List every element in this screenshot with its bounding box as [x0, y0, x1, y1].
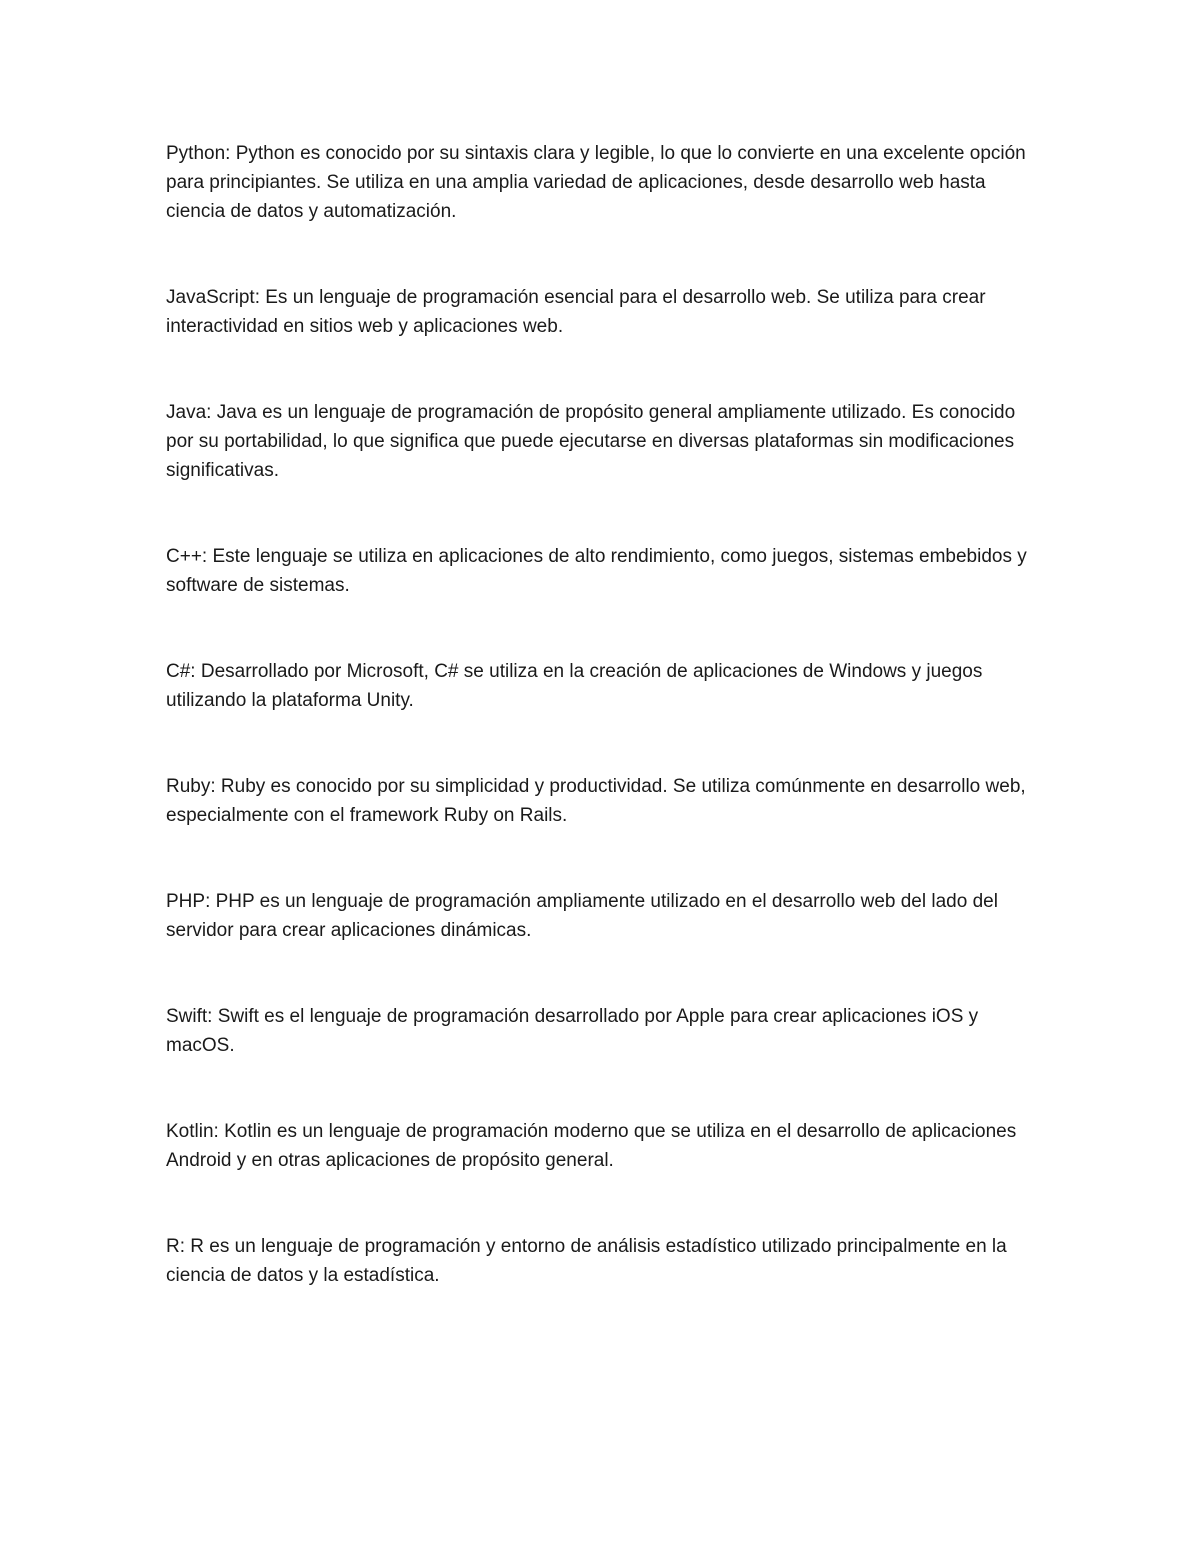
paragraph-cpp: C++: Este lenguaje se utiliza en aplicaciones de alto rendimiento, como juegos, sistemas embebidos y software de sistemas.	[166, 546, 1027, 596]
paragraph-csharp: C#: Desarrollado por Microsoft, C# se utiliza en la creación de aplicaciones de Windows y juegos utilizando la plataforma Unity.	[166, 661, 983, 711]
paragraph-javascript: JavaScript: Es un lenguaje de programación esencial para el desarrollo web. Se utiliza para crear interactividad en sitios web y aplicaciones web.	[166, 287, 986, 337]
paragraph-ruby: Ruby: Ruby es conocido por su simplicidad y productividad. Se utiliza comúnmente en desarrollo web, especialmente con el framework Ruby on Rails.	[166, 776, 1026, 826]
paragraph-php: PHP: PHP es un lenguaje de programación ampliamente utilizado en el desarrollo web del lado del servidor para crear aplicaciones dinámicas.	[166, 891, 998, 941]
paragraph-java: Java: Java es un lenguaje de programación de propósito general ampliamente utilizado. Es conocido por su portabilidad, lo que significa que puede ejecutarse en diversas plataformas sin modificaciones significativas.	[166, 402, 1016, 481]
paragraph-r: R: R es un lenguaje de programación y entorno de análisis estadístico utilizado principalmente en la ciencia de datos y la estadística.	[166, 1236, 1007, 1286]
document-body	[166, 139, 1046, 1290]
paragraph-kotlin: Kotlin: Kotlin es un lenguaje de programación moderno que se utiliza en el desarrollo de aplicaciones Android y en otras aplicaciones de propósito general.	[166, 1121, 1017, 1171]
paragraph-swift: Swift: Swift es el lenguaje de programación desarrollado por Apple para crear aplicaciones iOS y macOS.	[166, 1006, 979, 1056]
paragraph-python: Python: Python es conocido por su sintaxis clara y legible, lo que lo convierte en una excelente opción para principiantes. Se utiliza en una amplia variedad de aplicaciones, desde desarrollo web hasta ciencia de datos y automatización.	[166, 143, 1026, 222]
